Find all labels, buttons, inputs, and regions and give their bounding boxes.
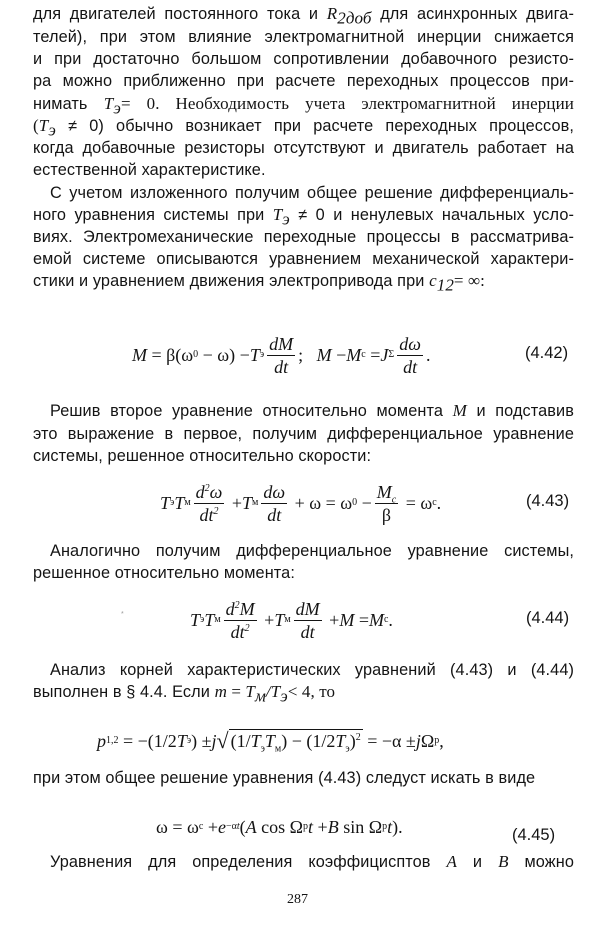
text-line: Анализ корней характеристических уравнений (4.43) и (4.44) [50, 661, 574, 679]
equation-4-44: T э T м $\frac{d^2M}{dt^2}$ + T м $\frac{dM}{dt}$ + M = M с . [190, 598, 393, 642]
text-line: виях. Электромеханические переходные процессы в рассматрива- [33, 228, 574, 246]
text-line: ного уравнения системы при $T_э \ne 0$ и ненулевых начальных усло- [33, 205, 574, 229]
equation-4-43: T э T м $\frac{d^2\omega}{dt^2}$ + T м $\frac{d\omega}{dt}$ + ω = ω 0 − $\frac{M_с}{\beta}$ = ω с . [160, 481, 442, 525]
text-line: $(T_э \ne 0)$ обычно возникает при расчете переходных процессов, [33, 116, 574, 140]
text-line: телей), при этом влияние электромагнитной инерции снижается [33, 28, 574, 46]
text-line: естественной характеристике. [33, 161, 266, 179]
equation-number: (4.45) [512, 826, 556, 844]
equation-4-45: ω = ω с + e −αt ( A cos Ω р t + B sin Ω р t ). [156, 816, 403, 837]
equation-4-42: M = β(ω 0 − ω) − T э $\frac{dM}{dt}$ ; M − M с = J Σ $\frac{d\omega}{dt}$ . [132, 333, 431, 377]
text-line: ра можно приближенно при расчете переходных процессов при- [33, 72, 574, 90]
text-line: емой системе описываются уравнением механической характери- [33, 250, 574, 268]
text-line: решенное относительно момента: [33, 564, 295, 582]
text-line: при этом общее решение уравнения (4.43) следуст искать в виде [33, 769, 536, 787]
text-line: стики и уравнением движения электропривода при $c_{12}=$ ∞: [33, 271, 486, 295]
text-line: выполнен в § 4.4. Если $m = T_м/T_э< 4$, то [33, 682, 336, 706]
text-line: Решив второе уравнение относительно момента M и подставив [50, 401, 575, 420]
text-line: для двигателей постоянного тока и $R_{2доб}$ для асинхронных двига- [33, 4, 574, 28]
scan-artifact: * [121, 611, 124, 618]
equation-number: (4.43) [526, 492, 570, 510]
text-line: это выражение в первое, получим дифференциальное уравнение [33, 425, 574, 443]
text-line: системы, решенное относительно скорости: [33, 447, 372, 465]
equation-roots: p 1,2 = −(1/2 T э ) ± j √ $(1/T_эT_м) - (1/2T_э)^2$ = −α ± j Ω р , [97, 728, 444, 755]
text-line: Аналогично получим дифференциальное уравнение системы, [50, 542, 574, 560]
equation-number: (4.42) [525, 344, 569, 362]
text-line: когда добавочные резисторы отсутствуют и двигатель работает на [33, 139, 574, 157]
text-line: и при достаточно большом сопротивлении добавочного резисто- [33, 50, 574, 68]
page-number: 287 [287, 892, 308, 907]
text-line: С учетом изложенного получим общее решение дифференциаль- [50, 184, 574, 202]
text-line: Уравнения для определения коэффицисптов A и B можно [50, 852, 574, 871]
text-line: нимать $T_э= 0$. Необходимость учета электромагнитной инерции [33, 94, 574, 118]
equation-number: (4.44) [526, 609, 570, 627]
